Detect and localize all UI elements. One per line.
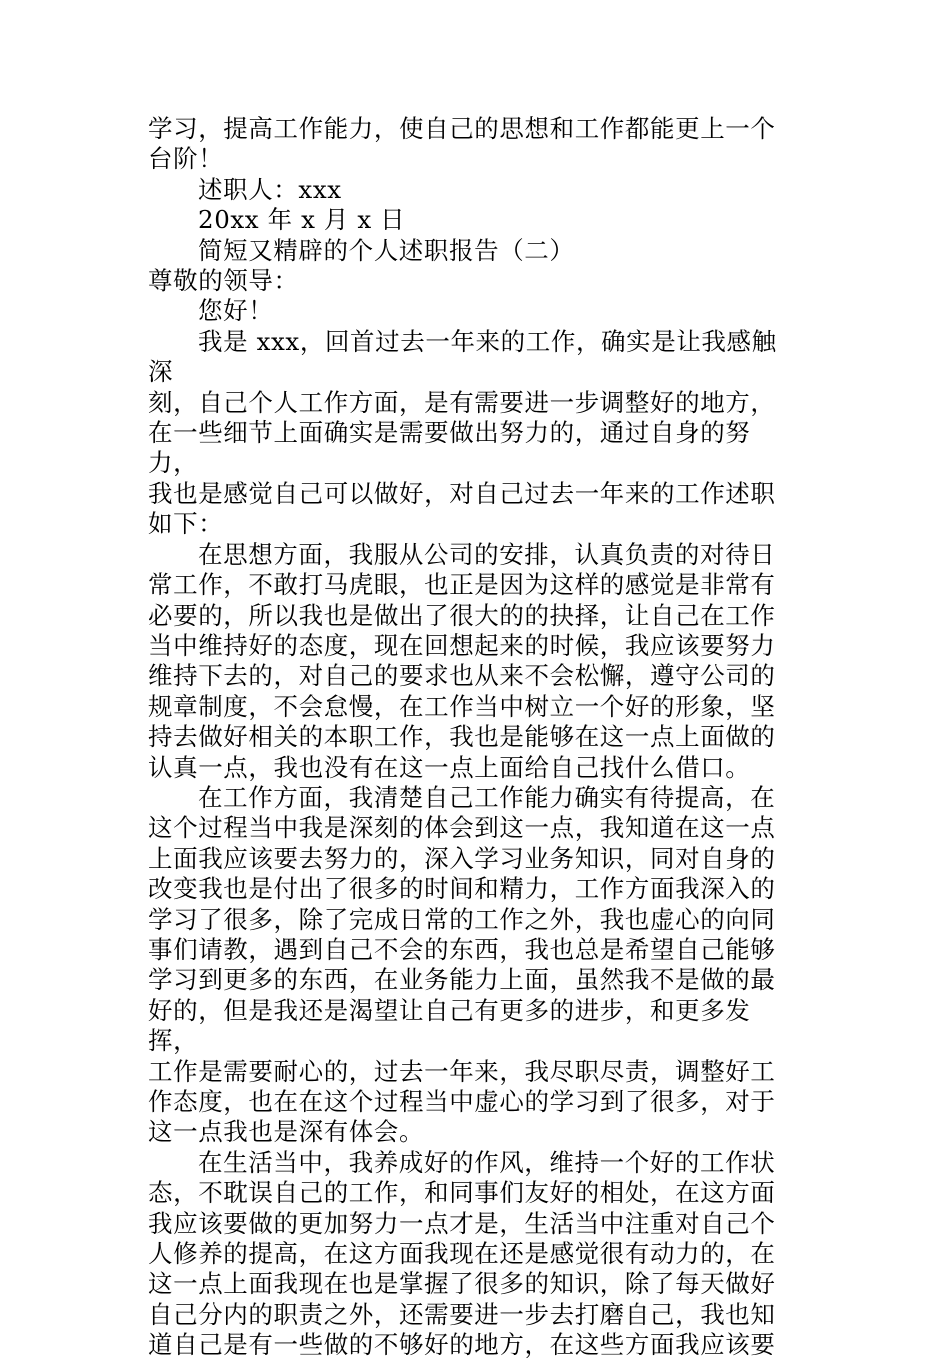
text-line: 人修养的提高，在这方面我现在还是感觉很有动力的，在 (148, 1239, 776, 1269)
text-line: 作态度，也在在这个过程当中虚心的学习到了很多，对于 (148, 1087, 776, 1116)
text-line: 20xx 年 x 月 x 日 (198, 205, 406, 235)
text-line: 规章制度，不会怠慢，在工作当中树立一个好的形象，坚 (148, 691, 776, 721)
text-line: 道自己是有一些做的不够好的地方，在这些方面我应该要 (148, 1330, 776, 1360)
text-line: 简短又精辟的个人述职报告（二） (198, 235, 575, 265)
text-line: 改变我也是付出了很多的时间和精力，工作方面我深入的 (148, 874, 776, 904)
text-line: 在思想方面，我服从公司的安排，认真负责的对待日 (198, 539, 776, 569)
text-line: 尊敬的领导： (148, 266, 299, 296)
text-line: 刻，自己个人工作方面，是有需要进一步调整好的地方， (148, 387, 776, 417)
text-line: 我也是感觉自己可以做好，对自己过去一年来的工作述职 (148, 478, 776, 508)
text-line: 在工作方面，我清楚自己工作能力确实有待提高，在 (198, 782, 776, 812)
text-line: 必要的，所以我也是做出了很大的的抉择，让自己在工作 (148, 600, 776, 630)
text-line: 常工作，不敢打马虎眼，也正是因为这样的感觉是非常有 (148, 570, 776, 600)
text-line: 这个过程当中我是深刻的体会到这一点，我知道在这一点 (148, 813, 776, 843)
text-line: 自己分内的职责之外，还需要进一步去打磨自己，我也知 (148, 1299, 776, 1329)
text-line: 维持下去的，对自己的要求也从来不会松懈，遵守公司的 (148, 661, 776, 691)
text-line: 我是 xxx，回首过去一年来的工作，确实是让我感触深 (148, 326, 777, 387)
text-line: 上面我应该要去努力的，深入学习业务知识，同对自身的 (148, 843, 776, 873)
text-line: 事们请教，遇到自己不会的东西，我也总是希望自己能够 (148, 934, 776, 964)
text-line: 学习了很多，除了完成日常的工作之外，我也虚心的向同 (148, 904, 776, 934)
text-line: 这一点我也是深有体会。 (148, 1117, 425, 1147)
text-line: 学习到更多的东西，在业务能力上面，虽然我不是做的最 (148, 965, 776, 995)
text-line: 好的，但是我还是渴望让自己有更多的进步，和更多发挥， (148, 995, 751, 1056)
text-line: 态，不耽误自己的工作，和同事们友好的相处，在这方面 (148, 1178, 776, 1208)
text-line: 台阶！ (148, 144, 224, 174)
document-body (148, 114, 798, 1361)
text-line: 认真一点，我也没有在这一点上面给自己找什么借口。 (148, 752, 751, 782)
text-line: 当中维持好的态度，现在回想起来的时候，我应该要努力 (148, 630, 776, 660)
text-line: 如下： (148, 509, 224, 539)
text-line: 工作是需要耐心的，过去一年来，我尽职尽责，调整好工 (148, 1056, 776, 1086)
text-line: 我应该要做的更加努力一点才是，生活当中注重对自己个 (148, 1208, 776, 1238)
text-line: 述职人：xxx (198, 174, 342, 204)
text-line: 在生活当中，我养成好的作风，维持一个好的工作状 (198, 1147, 776, 1177)
text-line: 持去做好相关的本职工作，我也是能够在这一点上面做的 (148, 722, 776, 752)
text-line: 您好！ (198, 296, 274, 326)
text-line: 在一些细节上面确实是需要做出努力的，通过自身的努力， (148, 418, 751, 478)
text-line: 学习，提高工作能力，使自己的思想和工作都能更上一个 (148, 114, 776, 143)
text-line: 这一点上面我现在也是掌握了很多的知识，除了每天做好 (148, 1269, 776, 1299)
